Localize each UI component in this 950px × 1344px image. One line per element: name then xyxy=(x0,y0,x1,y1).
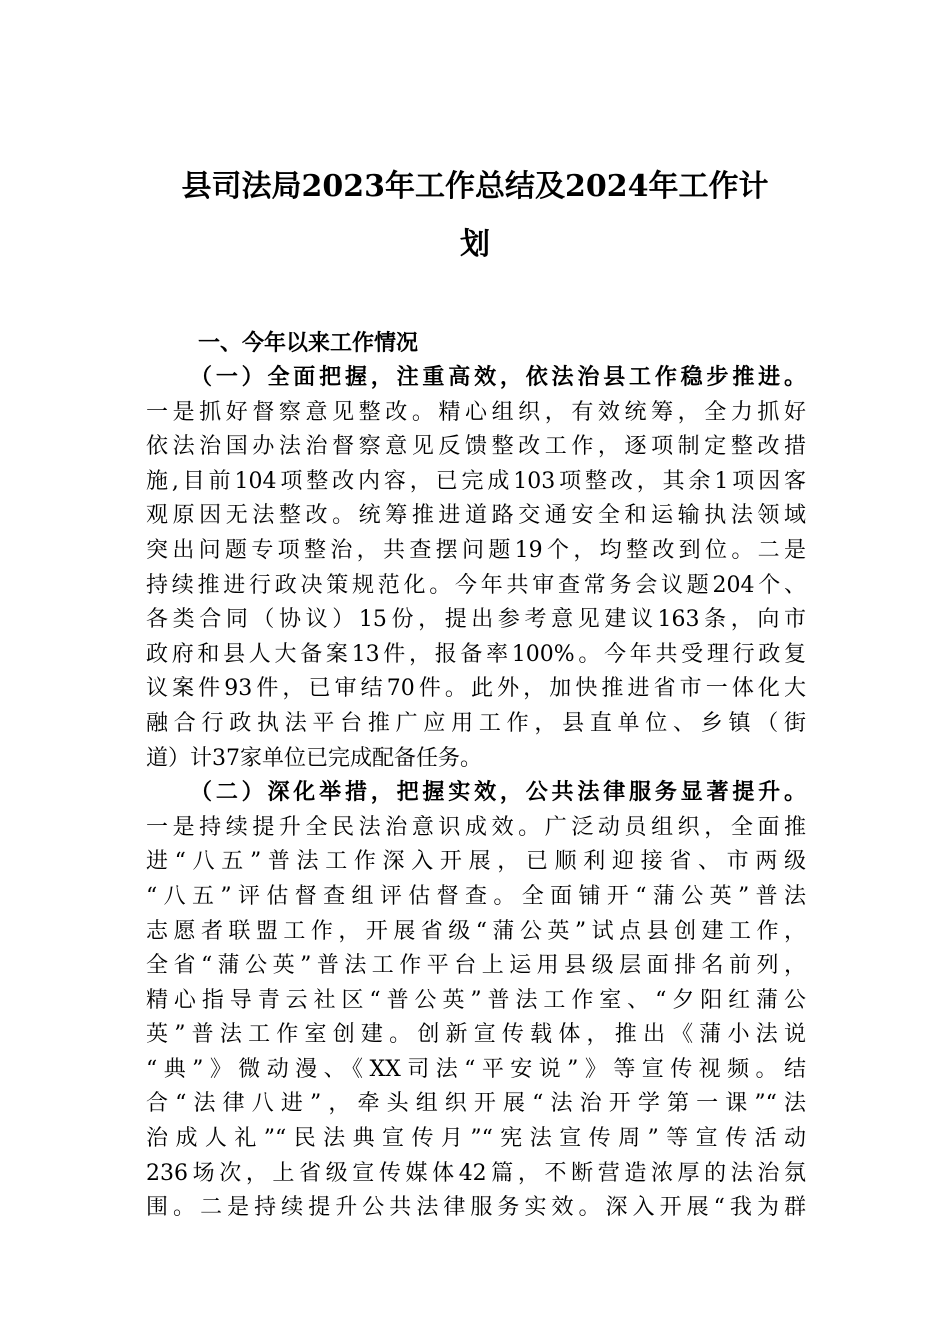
subsection-heading-2 xyxy=(146,776,806,811)
paragraph-line: 观原因无法整改。统筹推进道路交通安全和运输执法领域 xyxy=(146,503,806,529)
paragraph-line: 融合行政执法平台推广应用工作，县直单位、乡镇（街 xyxy=(146,710,806,736)
paragraph-line: 236场次，上省级宣传媒体42篇，不断营造浓厚的法治氛 xyxy=(146,1160,806,1186)
document-body xyxy=(146,326,806,1226)
paragraph-line: 志愿者联盟工作，开展省级“蒲公英”试点县创建工作， xyxy=(146,918,806,944)
paragraph-line: “八五”评估督查组评估督查。全面铺开“蒲公英”普法 xyxy=(146,883,806,909)
paragraph-line: 持续推进行政决策规范化。今年共审查常务会议题204个、 xyxy=(146,572,806,598)
paragraph-line: 进“八五”普法工作深入开展，已顺利迎接省、市两级 xyxy=(146,849,806,875)
title-line-2: 划 xyxy=(460,227,490,262)
paragraph-line: 施,目前104项整改内容，已完成103项整改，其余1项因客 xyxy=(146,468,806,494)
subsection-heading-2-text: （二）深化举措，把握实效，公共法律服务显著提升。 xyxy=(190,780,806,806)
paragraph-line: 议案件93件，已审结70件。此外，加快推进省市一体化大 xyxy=(146,676,806,702)
subsection-heading-1-text: （一）全面把握，注重高效，依法治县工作稳步推进。 xyxy=(190,365,806,390)
paragraph-line: 英”普法工作室创建。创新宣传载体，推出《蒲小法说 xyxy=(146,1022,806,1048)
paragraph-line: 一是抓好督察意见整改。精心组织，有效统筹，全力抓好 xyxy=(146,399,806,425)
paragraph-line: 全省“蒲公英”普法工作平台上运用县级层面排名前列， xyxy=(146,953,806,979)
paragraph-line: 精心指导青云社区“普公英”普法工作室、“夕阳红蒲公 xyxy=(146,987,806,1013)
title-line-1: 县司法局2023年工作总结及2024年工作计 xyxy=(181,169,769,204)
paragraph-line: 突出问题专项整治，共查摆问题19个，均整改到位。二是 xyxy=(146,537,806,563)
paragraph-line: 各类合同（协议）15份，提出参考意见建议163条，向市 xyxy=(146,607,806,633)
paragraph-line: 依法治国办法治督察意见反馈整改工作，逐项制定整改措 xyxy=(146,434,806,460)
document-title xyxy=(140,158,810,274)
paragraph-line: 治成人礼”“民法典宣传月”“宪法宣传周”等宣传活动 xyxy=(146,1126,806,1152)
paragraph-line: “典”》微动漫、《XX司法“平安说”》等宣传视频。结 xyxy=(146,1056,806,1082)
section-heading: 一、今年以来工作情况 xyxy=(198,331,419,356)
subsection-heading-1 xyxy=(146,361,806,396)
paragraph-line: 一是持续提升全民法治意识成效。广泛动员组织，全面推 xyxy=(146,814,806,840)
paragraph-line: 合“法律八进”，牵头组织开展“法治开学第一课”“法 xyxy=(146,1091,806,1117)
paragraph-line: 围。二是持续提升公共法律服务实效。深入开展“我为群 xyxy=(146,1195,806,1221)
paragraph-line: 政府和县人大备案13件，报备率100%。今年共受理行政复 xyxy=(146,641,806,667)
paragraph-line: 道）计37家单位已完成配备任务。 xyxy=(146,745,482,771)
